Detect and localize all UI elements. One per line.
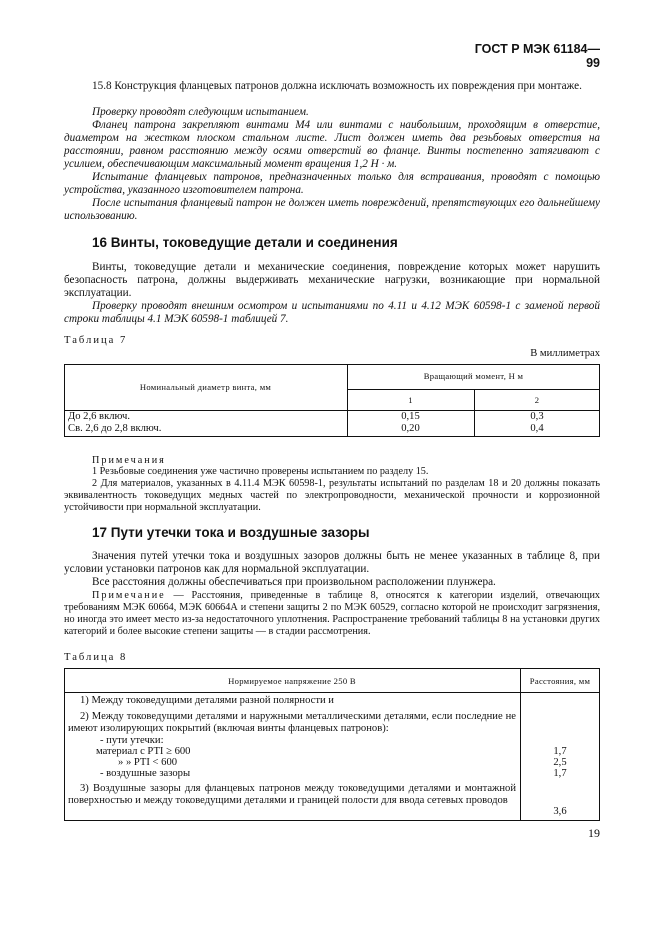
para-17-2: Все расстояния должны обеспечиваться при произвольном расположении плунжера. xyxy=(92,576,496,588)
para-15-8-result: После испытания фланцевый патрон не должен иметь повреждений, препятствующих его дальнейшему использованию. xyxy=(64,197,600,222)
table7-units: В миллиметрах xyxy=(530,348,600,359)
para-16-2: Проверку проводят внешним осмотром и испытаниями по 4.11 и 4.12 МЭК 60598-1 с заменой первой строки таблицы 4.1 МЭК 60598-1 таблицей 7. xyxy=(64,300,600,325)
section-17-title: 17 Пути утечки тока и воздушные зазоры xyxy=(92,525,370,540)
notes7-title: Примечания xyxy=(92,455,166,466)
section-16-title: 16 Винты, токоведущие детали и соединения xyxy=(92,235,398,250)
notes7-note-1: 1 Резьбовые соединения уже частично проверены испытанием по разделу 15. xyxy=(92,466,429,477)
table8-value-row-3: 3,6 xyxy=(553,806,567,817)
table7-row-1-col2: 0,3 xyxy=(530,411,544,422)
para-16-1: Винты, токоведущие детали и механические соединения, повреждение которых может нарушить безопасность патрона, должны выдерживать механические нагрузки, возникающие при нормальной эксплуатации. xyxy=(64,261,600,299)
table8-caption: Таблица 8 xyxy=(64,652,128,663)
para-17-note-label: Примечание xyxy=(92,590,166,601)
table7-row-2-col2: 0,4 xyxy=(530,423,544,434)
table7-subheader-1: 1 xyxy=(408,395,413,405)
para-15-8-check: Проверку проводят следующим испытанием. xyxy=(92,106,309,118)
page-number: 19 xyxy=(588,826,600,840)
para-15-8: 15.8 Конструкция фланцевых патронов должна исключать возможность их повреждения при монтаже. xyxy=(92,80,582,92)
table7-row-1-diameter: До 2,6 включ. xyxy=(68,411,130,422)
table8-row-2-clearance: - воздушные зазоры xyxy=(100,768,191,779)
para-17-note xyxy=(64,590,600,638)
table7-col-diameter-header: Номинальный диаметр винта, мм xyxy=(139,382,272,392)
table8-row-2: 2) Между токоведущими деталями и наружными металлическими деталями, если последние не имеют изолирующих покрытий (включая винты фланцевых патронов): xyxy=(68,711,516,734)
table8-row-1: 1) Между токоведущими деталями разной полярности и xyxy=(80,695,334,706)
para-17-1: Значения путей утечки тока и воздушных зазоров должны быть не менее указанных в таблице 8, при условии установки патронов как для нормальной эксплуатации. xyxy=(64,550,600,575)
table7-subheader-2: 2 xyxy=(534,395,540,405)
table8-value-pti-600: 1,7 xyxy=(553,746,567,757)
table8-row-2-pti-600: материал с РТI ≥ 600 xyxy=(96,746,191,757)
table7-row-2-diameter: Св. 2,6 до 2,8 включ. xyxy=(68,423,162,434)
notes7-note-2: 2 Для материалов, указанных в 4.11.4 МЭК 60598-1, результаты испытаний по разделам 18 и 20 должны показать эквивалентность токоведущих медных частей по электропроводности, механической прочности и коррозионной устойчивости при нормальной эксплуатации. xyxy=(64,478,600,513)
table7-row-2-col1: 0,20 xyxy=(401,423,420,434)
para-15-8-method: Фланец патрона закрепляют винтами М4 или винтами с наибольшим, проходящим в отверстие, диаметром на жестком плоском стальном листе. Лист должен иметь два резьбовых отверстия на расстоянии, равном расстоянию между осями отверстий во фланце. Винты постепенно затягивают с усилием, обеспечивающим максимальный момент вращения 1,2 Н · м. xyxy=(64,119,600,170)
table7-col-torque-header: Вращающий момент, Н м xyxy=(423,371,524,381)
table8-row-2-creepage: - пути утечки: xyxy=(100,735,164,746)
para-15-8-flange-test: Испытание фланцевых патронов, предназначенных только для встраивания, проводят с помощью устройства, указанного изготовителем патрона. xyxy=(64,171,600,196)
table8-value-clearance: 1,7 xyxy=(553,768,567,779)
table8-col-voltage-header: Нормируемое напряжение 250 В xyxy=(228,676,356,686)
table7-row-1-col1: 0,15 xyxy=(401,411,420,422)
table8-row-3: 3) Воздушные зазоры для фланцевых патронов между токоведущими деталями и монтажной поверхностью и между токоведущими деталями и границей полости для ввода сетевых проводов xyxy=(68,783,516,806)
table8-value-pti-less-600: 2,5 xyxy=(553,757,567,768)
para-17-note-text: — Расстояния, приведенные в таблице 8, относятся к категории изделий, отвечающих требованиям МЭК 60664, МЭК 60664А и степени защиты 2 по МЭК 60529, согласно которой не происходит загрязнения, но иногда это имеет место из-за недостаточного уплотнения. Распространение требований таблицы 8 на установки других категорий и более высокие степени защиты — в стадии рассмотрения. xyxy=(64,590,600,637)
standard-header: ГОСТ Р МЭК 61184—99 xyxy=(474,42,600,70)
table8-row-2-pti-less-600: » » РТI < 600 xyxy=(118,757,178,768)
table8-col-distance-header: Расстояния, мм xyxy=(529,676,591,686)
table7-caption: Таблица 7 xyxy=(64,335,128,346)
